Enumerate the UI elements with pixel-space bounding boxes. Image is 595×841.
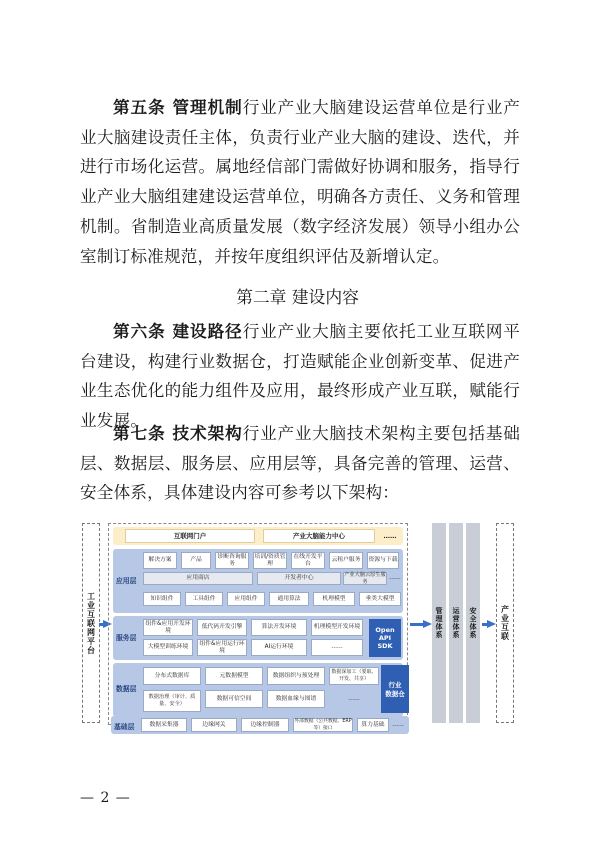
right-arrow-icon <box>487 620 496 628</box>
data-more-cell: …… <box>348 695 360 702</box>
article-6-title: 第六条 建设路径 <box>113 322 243 341</box>
top-more-cell: …… <box>379 529 401 543</box>
app-cell: 资源与下载 <box>367 552 399 569</box>
base-cell: 边缘控制器 <box>241 718 289 732</box>
app-cell: 解决方案 <box>143 552 177 569</box>
page-number: — 2 — <box>80 790 131 806</box>
service-cell: 大模型训练环境 <box>143 639 193 656</box>
app-cell: 诊断咨询服务 <box>215 552 249 569</box>
sdk-label: SDK <box>377 642 393 650</box>
app-layer-label: 应用层 <box>116 577 137 585</box>
data-layer-label: 数据层 <box>116 685 137 693</box>
service-cell: 组件&应用开发环境 <box>143 619 193 636</box>
mid-arrow-stem <box>410 623 424 626</box>
component-cell: 工具组件 <box>185 592 223 606</box>
article-6 <box>80 317 520 436</box>
app-cell: 产品 <box>181 552 211 569</box>
component-cell: 垂类大模型 <box>359 592 401 606</box>
service-cell: 机理模型开发环境 <box>311 619 363 636</box>
industry-data-warehouse-box <box>381 665 409 713</box>
security-system-column <box>466 523 480 723</box>
base-layer-band <box>111 716 409 734</box>
base-cell: 数据采集器 <box>141 718 187 732</box>
article-6-body: 行业产业大脑主要依托工业互联网平台建设，构建行业数据仓，打造赋能企业创新变革、促进产业生态优化的能力组件及应用，最终形成产业互联，赋能行业发展。 <box>80 322 520 431</box>
warehouse-label-1: 行业 <box>388 681 402 689</box>
component-cell: 机理模型 <box>313 592 355 606</box>
platform-side-box <box>82 523 100 723</box>
component-cell: 知识组件 <box>143 592 181 606</box>
app-cell: 在线开发平台 <box>291 552 325 569</box>
data-cell: 数据治理（审计、质量、安全） <box>143 690 201 712</box>
management-system-column <box>432 523 446 723</box>
base-layer-label: 基础层 <box>114 723 135 731</box>
capability-center-cell: 产业大脑能力中心 <box>263 529 375 543</box>
service-cell: …… <box>311 639 363 656</box>
data-cell: 数据组织与预处理 <box>267 667 325 685</box>
article-7-body: 行业产业大脑技术架构主要包括基础层、数据层、服务层、应用层等，具备完善的管理、运营、安全体系，具体建设内容可参考以下架构： <box>80 424 520 503</box>
cloud-native-cell: 产业大脑云原生服务 <box>344 571 386 585</box>
component-cell: 应用组件 <box>227 592 265 606</box>
operation-system-label: 运营体系 <box>452 607 460 639</box>
base-more-cell: …… <box>392 721 404 728</box>
article-5 <box>80 93 520 271</box>
article-7 <box>80 419 520 508</box>
operation-system-column <box>449 523 463 723</box>
article-5-title: 第五条 管理机制 <box>113 98 243 117</box>
developer-center-cell: 开发者中心 <box>257 572 341 585</box>
platform-label: 工业互联网平台 <box>86 591 96 655</box>
chapter-heading: 第二章 建设内容 <box>236 287 359 307</box>
article-7-title: 第七条 技术架构 <box>113 424 243 443</box>
article-5-body: 行业产业大脑建设运营单位是行业产业大脑建设责任主体，负责行业产业大脑的建设、迭代，并进行市场化运营。属地经信部门需做好协调和服务，指导行业产业大脑组建建设运营单位，明确各方责任、义务和管理机制。省制造业高质量发展（数字经济发展）领导小组办公室制订标准规范，并按年度组织评估及新增认定。 <box>80 98 520 266</box>
component-cell: 通用算法 <box>269 592 309 606</box>
app-cell: 培训/资质管理 <box>253 552 287 569</box>
industry-interconnect-label: 产业互联 <box>500 605 510 641</box>
base-cell: 边缘网关 <box>191 718 237 732</box>
data-cell: 数据深加工（要取、开发、共享） <box>329 667 379 685</box>
mid-arrow-icon <box>423 620 432 628</box>
service-layer-band <box>113 616 403 660</box>
service-cell: AI运行环境 <box>251 639 307 656</box>
warehouse-label-2: 数据仓 <box>385 690 405 698</box>
service-layer-label: 服务层 <box>116 634 137 642</box>
app-store-cell: 应用商店 <box>143 572 253 585</box>
data-cell: 元数据模型 <box>205 667 263 685</box>
architecture-main <box>108 523 408 725</box>
top-band <box>113 527 403 545</box>
open-api-label: Open API <box>375 626 395 642</box>
base-cell: 算力基础 <box>357 718 389 732</box>
app-layer-band <box>113 549 403 613</box>
app-more-cell: …… <box>389 575 401 581</box>
architecture-diagram <box>80 519 516 729</box>
data-cell: 数据可信空间 <box>205 690 263 708</box>
service-cell: 低代码开发引擎 <box>197 619 247 636</box>
security-system-label: 安全体系 <box>469 607 477 639</box>
industry-interconnect-box <box>496 523 514 723</box>
service-cell: 组件&应用运行环境 <box>197 639 247 656</box>
management-system-label: 管理体系 <box>435 607 443 639</box>
service-cell: 算法开发环境 <box>251 619 307 636</box>
portal-cell: 互联网门户 <box>125 529 255 543</box>
data-layer-band <box>113 663 403 717</box>
app-cell: 云租户服务 <box>329 552 363 569</box>
data-cell: 数据血缘与图谱 <box>267 690 325 708</box>
data-cell: 分布式数据库 <box>143 667 201 685</box>
open-api-sdk-box <box>369 619 401 657</box>
base-cell: 外部数据（公共数据、ERP等）接口 <box>294 719 352 731</box>
